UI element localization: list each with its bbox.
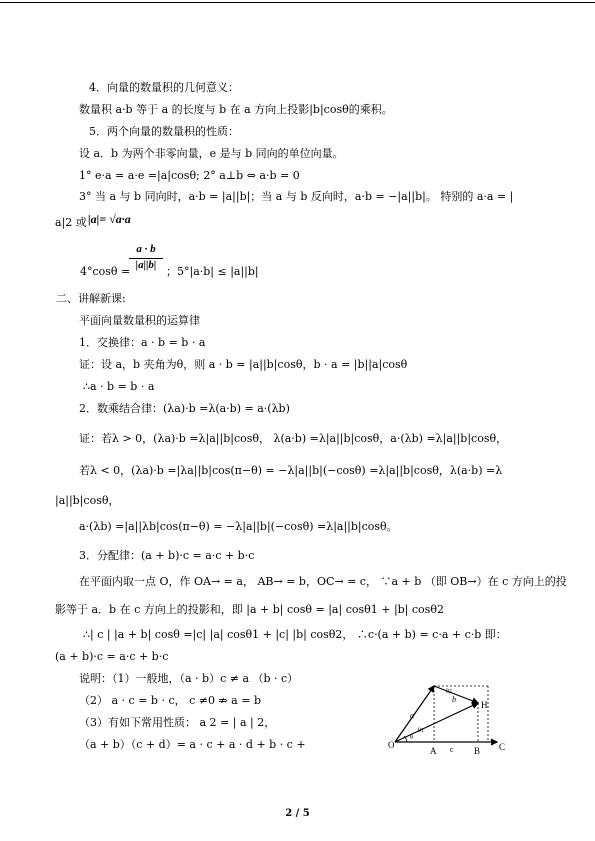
- vector-ob: [395, 703, 478, 742]
- text-line: |a||b|cosθ，: [55, 494, 120, 507]
- text-line: (a + b)·c = a·c + b·c: [55, 650, 169, 663]
- text-line: ∴a · b = b · a: [83, 380, 155, 393]
- text-line: ∴| c | |a + b| cosθ =|c| |a| cosθ1 + |c| |b| cosθ2， ∴c·(a + b) = c·a + c·b 即：: [83, 628, 507, 641]
- sqrt-formula: |a|= √a·a: [88, 212, 131, 226]
- label-c-point: C: [499, 742, 506, 752]
- label-b-point: B: [474, 746, 481, 756]
- page-number: 2 / 5: [285, 808, 310, 819]
- text-line: 影等于 a．b 在 c 方向上的投影和，即 |a + b| cosθ = |a| cosθ1 + |b| cosθ2: [55, 603, 444, 616]
- header-rule: [0, 2, 595, 3]
- text-line: 数量积 a·b 等于 a 的长度与 b 在 a 方向上投影|b|cosθ的乘积。: [79, 103, 393, 116]
- label-theta2: θ2: [446, 689, 452, 695]
- label-theta1: θ1: [418, 728, 424, 734]
- text-line: 平面向量数量积的运算律: [79, 314, 200, 327]
- text-line: 1．交换律：a · b = b · a: [79, 336, 206, 349]
- text-line: （a + b）（c + d）= a · c + a · d + b · c +: [79, 738, 306, 751]
- vector-projection-figure: [380, 680, 520, 760]
- fraction-numerator: a · b: [136, 243, 156, 255]
- text-line: （2） a · c = b · c， c ≠0 ⇏ a = b: [79, 694, 261, 707]
- label-c-vector: c: [450, 745, 454, 754]
- text-line: 3．分配律：(a + b)·c = a·c + b·c: [79, 549, 255, 562]
- text-line: 1° e·a = a·e =|a|cosθ; 2° a⊥b ⇔ a·b = 0: [79, 169, 300, 182]
- label-a-vector: a: [410, 711, 414, 720]
- text-line: 说明：（1）一般地，（a · b）c ≠ a （b · c）: [79, 672, 299, 685]
- text-line: a·(λb) =|a||λb|cos(π−θ) = −λ|a||b|(−cosθ) =λ|a||b|cosθ。: [79, 520, 398, 533]
- vector-ab: [434, 686, 478, 703]
- label-b-vector: b: [452, 695, 456, 704]
- text-line: 4°cosθ =: [80, 265, 131, 278]
- label-h: H: [481, 700, 488, 710]
- text-line: 设 a．b 为两个非零向量，e 是与 b 同向的单位向量。: [79, 147, 344, 160]
- text-line: 2．数乘结合律：(λa)·b =λ(a·b) = a·(λb): [79, 402, 290, 415]
- text-line: 若λ < 0，(λa)·b =|λa||b|cos(π−θ) = −λ|a||b|(−cosθ) =λ|a||b|cosθ，λ(a·b) =λ: [79, 464, 503, 477]
- text-line: 证：设 a，b 夹角为θ，则 a · b = |a||b|cosθ，b · a = |b||a|cosθ: [79, 358, 408, 371]
- text-line: a|2 或: [55, 216, 87, 229]
- text-line: （3）有如下常用性质： a 2 = | a | 2，: [79, 716, 276, 729]
- section-heading-4: 4．向量的数量积的几何意义：: [89, 81, 239, 94]
- text-line: 证：若λ > 0，(λa)·b =λ|a||b|cosθ， λ(a·b) =λ|a||b|cosθ，a·(λb) =λ|a||b|cosθ，: [79, 432, 508, 445]
- section-heading-5: 5．两个向量的数量积的性质：: [89, 125, 239, 138]
- fraction-denominator: |a||b|: [135, 259, 157, 271]
- label-o: O: [388, 740, 395, 750]
- text-line: ；5°|a·b| ≤ |a||b|: [166, 265, 259, 278]
- label-theta: θ: [410, 735, 413, 741]
- label-a-point: A: [430, 746, 437, 756]
- section-heading-2: 二、讲解新课:: [56, 292, 126, 305]
- vector-oa: [395, 686, 434, 742]
- text-line: 3° 当 a 与 b 同向时，a·b = |a||b|；当 a 与 b 反向时，a·b = −|a||b|。 特别的 a·a = |: [79, 190, 514, 203]
- text-line: 在平面内取一点 O，作 OA→ = a， AB→ = b，OC→ = c， ∵a + b （即 OB→）在 c 方向上的投: [79, 575, 567, 588]
